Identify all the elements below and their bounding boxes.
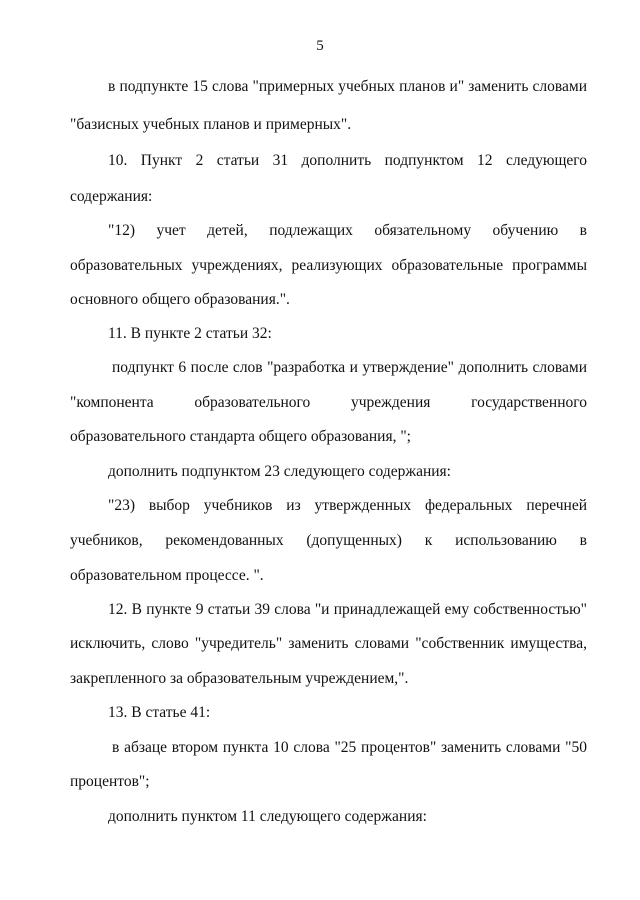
text-line-18: закрепленного за образовательным учреждением,". bbox=[70, 670, 409, 687]
text-line-17: исключить, слово "учредитель" заменить словами "собственник имущества, bbox=[70, 635, 587, 652]
text-line-10: "компонента образовательного учреждения государственного bbox=[70, 394, 587, 411]
text-line-13: "23) выбор учебников из утвержденных федеральных перечней bbox=[108, 497, 587, 514]
text-line-19: 13. В статье 41: bbox=[108, 704, 211, 721]
text-line-21: процентов"; bbox=[70, 773, 150, 790]
text-line-12: дополнить подпунктом 23 следующего содержания: bbox=[108, 463, 451, 480]
text-line-22: дополнить пунктом 11 следующего содержания: bbox=[108, 808, 427, 825]
text-line-14: учебников, рекомендованных (допущенных) к использованию в bbox=[70, 532, 587, 549]
text-line-1: в подпункте 15 слова "примерных учебных планов и" заменить словами bbox=[108, 78, 587, 95]
text-line-2: "базисных учебных планов и примерных". bbox=[70, 116, 352, 133]
page-number: 5 bbox=[316, 38, 324, 54]
text-line-20: в абзаце втором пункта 10 слова "25 процентов" заменить словами "50 bbox=[112, 739, 587, 756]
text-line-5: "12) учет детей, подлежащих обязательному обучению в bbox=[108, 222, 587, 239]
text-line-4: содержания: bbox=[70, 188, 153, 205]
text-line-3: 10. Пункт 2 статьи 31 дополнить подпунктом 12 следующего bbox=[108, 152, 587, 169]
text-line-8: 11. В пункте 2 статьи 32: bbox=[108, 325, 272, 342]
text-line-6: образовательных учреждениях, реализующих образовательные программы bbox=[70, 257, 587, 274]
text-line-7: основного общего образования.". bbox=[70, 291, 290, 308]
text-line-11: образовательного стандарта общего образования, "; bbox=[70, 428, 411, 445]
text-line-16: 12. В пункте 9 статьи 39 слова "и принадлежащей ему собственностью" bbox=[108, 601, 587, 618]
text-line-15: образовательном процессе. ". bbox=[70, 567, 264, 584]
text-line-9: подпункт 6 после слов "разработка и утверждение" дополнить словами bbox=[112, 359, 587, 376]
